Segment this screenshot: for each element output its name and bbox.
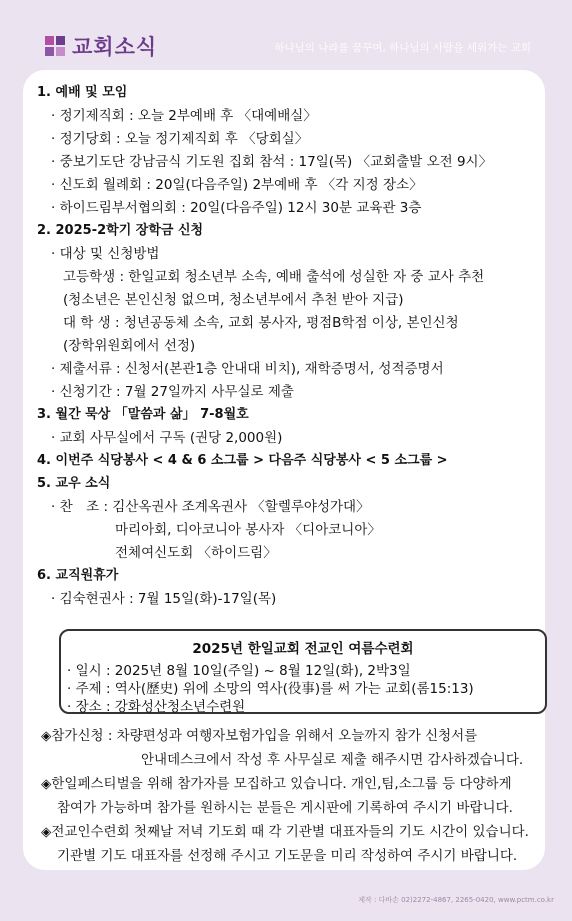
header (0, 0, 572, 70)
list-item: · 김숙현권사 : 7월 15일(화)-17일(목) (51, 591, 277, 607)
note-prayer: ◈전교인수련회 첫째날 저녁 기도회 때 각 기관별 대표자들의 기도 시간이 있습니다. (41, 824, 529, 840)
list-item: · 대상 및 신청방법 (51, 246, 160, 262)
news-card (23, 70, 545, 870)
list-item: · 신도회 월례회 : 20일(다음주일) 2부예배 후 〈각 지정 장소〉 (51, 177, 423, 193)
list-item: · 신청기간 : 7월 27일까지 사무실로 제출 (51, 384, 294, 400)
retreat-title: 2025년 한일교회 전교인 여름수련회 (192, 641, 414, 657)
section-heading-kitchen-service: 4. 이번주 식당봉사 < 4 & 6 소그룹 > 다음주 식당봉사 < 5 소그룹 > (37, 453, 448, 468)
list-item: · 정기당회 : 오늘 정기제직회 후 〈당회실〉 (51, 131, 309, 147)
list-item: · 교회 사무실에서 구독 (권당 2,000원) (51, 430, 283, 446)
note-festival-cont: 참여가 가능하며 참가를 원하시는 분들은 게시판에 기록하여 주시기 바랍니다. (57, 800, 513, 816)
list-item: 고등학생 : 한일교회 청소년부 소속, 예배 출석에 성실한 자 중 교사 추천 (63, 269, 485, 285)
note-festival: ◈한일페스티벌을 위해 참가자를 모집하고 있습니다. 개인,팀,소그룹 등 다양하게 (41, 776, 512, 792)
list-item: · 중보기도단 강남금식 기도원 집회 참석 : 17일(목) 〈교회출발 오전 9시〉 (51, 154, 493, 170)
page-title: 교회소식 (72, 35, 158, 59)
section-heading-worship: 1. 예배 및 모임 (37, 85, 128, 100)
note-registration: ◈참가신청 : 차량편성과 여행자보험가입을 위해서 오늘까지 참가 신청서를 (41, 728, 478, 744)
list-item: · 찬 조 : 김산옥권사 조계옥권사 〈할렐루야성가대〉 (51, 499, 370, 515)
note-registration-cont: 안내데스크에서 작성 후 사무실로 제출 해주시면 감사하겠습니다. (141, 752, 524, 768)
list-item: (청소년은 본인신청 없으며, 청소년부에서 추천 받아 지급) (63, 292, 404, 308)
section-heading-scholarship: 2. 2025-2학기 장학금 신청 (37, 223, 204, 238)
list-item: · 제출서류 : 신청서(본관1층 안내대 비치), 재학증명서, 성적증명서 (51, 361, 444, 377)
list-item: · 하이드림부서협의회 : 20일(다음주일) 12시 30분 교육관 3층 (51, 200, 422, 216)
footer-credit: 제작 : 다바손 02)2272-4867, 2265-0420, www.pctm.co.kr (358, 896, 554, 904)
list-item: 대 학 생 : 청년공동체 소속, 교회 봉사자, 평점B학점 이상, 본인신청 (63, 315, 459, 331)
section-heading-staff-vacation: 6. 교직원휴가 (37, 568, 119, 583)
section-heading-meditation: 3. 월간 묵상 「말씀과 삶」 7-8월호 (37, 407, 249, 422)
list-item: (장학위원회에서 선정) (63, 338, 196, 354)
logo-squares-icon (45, 36, 65, 56)
list-item: · 정기제직회 : 오늘 2부예배 후 〈대예배실〉 (51, 108, 317, 124)
retreat-theme: · 주제 : 역사(歷史) 위에 소망의 역사(役事)를 써 가는 교회(롬15:13) (67, 681, 474, 697)
list-item: 전체여신도회 〈하이드림〉 (115, 545, 277, 561)
note-prayer-cont: 기관별 기도 대표자를 선정해 주시고 기도문을 미리 작성하여 주시기 바랍니다. (57, 848, 518, 864)
retreat-date: · 일시 : 2025년 8월 10일(주일) ~ 8월 12일(화), 2박3일 (67, 663, 411, 679)
retreat-notice-box (59, 629, 547, 714)
retreat-place: · 장소 : 강화성산청소년수련원 (67, 699, 246, 715)
church-slogan: 하나님의 나라를 꿈꾸며, 하나님의 사람을 세워가는 교회 (274, 42, 531, 54)
section-heading-member-news: 5. 교우 소식 (37, 476, 111, 491)
list-item: 마리아회, 디아코니아 봉사자 〈디아코니아〉 (115, 522, 381, 538)
